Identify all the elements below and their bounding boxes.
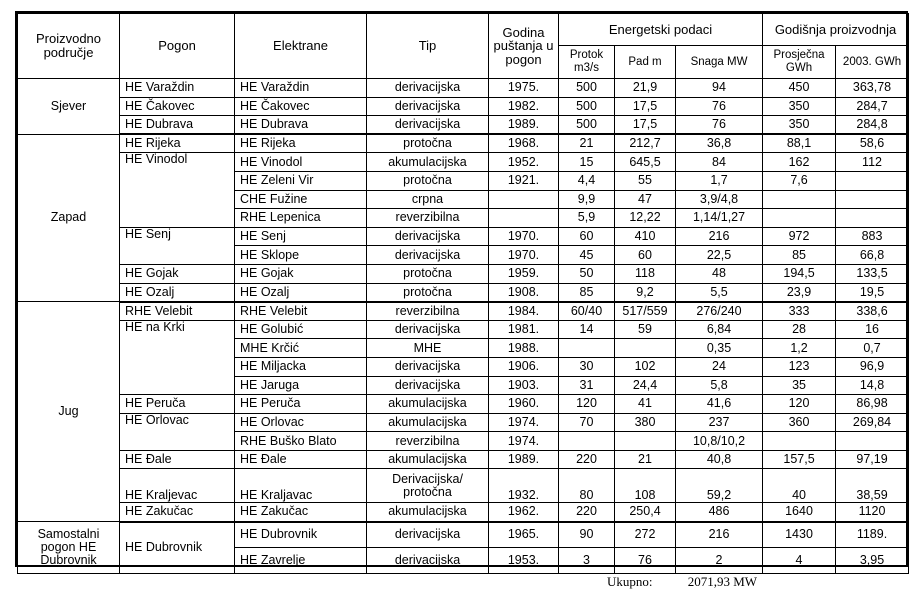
- year-cell: 1970.: [489, 246, 559, 265]
- type-cell: protočna: [367, 283, 489, 302]
- power-cell: 22,5: [676, 246, 763, 265]
- plant-cell: HE Peruča: [120, 395, 235, 414]
- avg-cell: [763, 190, 836, 209]
- header-type: Tip: [367, 14, 489, 79]
- year-cell: [489, 190, 559, 209]
- year-cell: 1970.: [489, 227, 559, 246]
- type-cell: reverzibilna: [367, 302, 489, 321]
- station-cell: HE Orlovac: [235, 413, 367, 432]
- avg-cell: 120: [763, 395, 836, 414]
- head-cell: 410: [615, 227, 676, 246]
- type-cell: derivacijska: [367, 376, 489, 395]
- flow-cell: 9,9: [559, 190, 615, 209]
- flow-cell: [559, 339, 615, 358]
- avg-cell: 123: [763, 357, 836, 376]
- head-cell: 118: [615, 264, 676, 283]
- area-cell: Zapad: [18, 134, 120, 301]
- head-cell: 12,22: [615, 209, 676, 228]
- station-cell: RHE Buško Blato: [235, 432, 367, 451]
- header-2003: 2003. GWh: [836, 46, 909, 79]
- plant-cell: HE na Krki: [120, 320, 235, 394]
- hydro-plants-table-frame: [15, 11, 908, 567]
- header-annual: Godišnja proizvodnja: [763, 14, 909, 46]
- plant-cell: RHE Velebit: [120, 302, 235, 321]
- y2003-cell: 363,78: [836, 79, 909, 98]
- power-cell: 94: [676, 79, 763, 98]
- plant-cell: HE Varaždin: [120, 79, 235, 98]
- type-cell: akumulacijska: [367, 153, 489, 172]
- type-cell: akumulacijska: [367, 503, 489, 522]
- power-cell: 59,2: [676, 469, 763, 503]
- table-row: [18, 283, 909, 302]
- year-cell: 1959.: [489, 264, 559, 283]
- head-cell: [615, 339, 676, 358]
- station-cell: HE Sklope: [235, 246, 367, 265]
- power-cell: 5,5: [676, 283, 763, 302]
- flow-cell: 50: [559, 264, 615, 283]
- year-cell: 1989.: [489, 450, 559, 469]
- y2003-cell: [836, 171, 909, 190]
- head-cell: 102: [615, 357, 676, 376]
- flow-cell: 90: [559, 522, 615, 548]
- avg-cell: 450: [763, 79, 836, 98]
- type-cell: derivacijska: [367, 246, 489, 265]
- year-cell: 1962.: [489, 503, 559, 522]
- year-cell: 1984.: [489, 302, 559, 321]
- station-cell: HE Zakučac: [235, 503, 367, 522]
- head-cell: 250,4: [615, 503, 676, 522]
- power-cell: 1,14/1,27: [676, 209, 763, 228]
- power-cell: 2: [676, 548, 763, 574]
- power-cell: 10,8/10,2: [676, 432, 763, 451]
- hydro-plants-table: [17, 13, 909, 574]
- head-cell: 55: [615, 171, 676, 190]
- y2003-cell: 883: [836, 227, 909, 246]
- station-cell: RHE Lepenica: [235, 209, 367, 228]
- header-plant: Pogon: [120, 14, 235, 79]
- y2003-cell: 16: [836, 320, 909, 339]
- plant-cell: HE Rijeka: [120, 134, 235, 153]
- area-cell: Jug: [18, 302, 120, 522]
- head-cell: 41: [615, 395, 676, 414]
- total-label: Ukupno:: [607, 574, 653, 589]
- y2003-cell: 96,9: [836, 357, 909, 376]
- avg-cell: 23,9: [763, 283, 836, 302]
- flow-cell: 220: [559, 450, 615, 469]
- station-cell: HE Rijeka: [235, 134, 367, 153]
- plant-cell: HE Senj: [120, 227, 235, 264]
- header-power: Snaga MW: [676, 46, 763, 79]
- station-cell: HE Čakovec: [235, 97, 367, 116]
- avg-cell: 85: [763, 246, 836, 265]
- table-row: [18, 134, 909, 153]
- avg-cell: 350: [763, 97, 836, 116]
- flow-cell: 70: [559, 413, 615, 432]
- year-cell: 1908.: [489, 283, 559, 302]
- type-cell: derivacijska: [367, 79, 489, 98]
- type-cell: protočna: [367, 171, 489, 190]
- power-cell: 76: [676, 97, 763, 116]
- header-energy: Energetski podaci: [559, 14, 763, 46]
- type-cell: reverzibilna: [367, 432, 489, 451]
- station-cell: MHE Krčić: [235, 339, 367, 358]
- head-cell: 76: [615, 548, 676, 574]
- head-cell: 108: [615, 469, 676, 503]
- type-cell: derivacijska: [367, 227, 489, 246]
- area-cell: Samostalni pogon HE Dubrovnik: [18, 522, 120, 574]
- head-cell: 17,5: [615, 116, 676, 135]
- area-cell: Sjever: [18, 79, 120, 135]
- y2003-cell: 1120: [836, 503, 909, 522]
- power-cell: 84: [676, 153, 763, 172]
- flow-cell: [559, 432, 615, 451]
- avg-cell: 194,5: [763, 264, 836, 283]
- total-value: 2071,93 MW: [687, 574, 758, 589]
- table-row: [18, 522, 909, 548]
- power-cell: 1,7: [676, 171, 763, 190]
- power-cell: 5,8: [676, 376, 763, 395]
- year-cell: 1953.: [489, 548, 559, 574]
- plant-cell: HE Dubrovnik: [120, 522, 235, 574]
- power-cell: 0,35: [676, 339, 763, 358]
- flow-cell: 21: [559, 134, 615, 153]
- header-head: Pad m: [615, 46, 676, 79]
- flow-cell: 120: [559, 395, 615, 414]
- type-cell: derivacijska: [367, 548, 489, 574]
- flow-cell: 500: [559, 79, 615, 98]
- head-cell: 212,7: [615, 134, 676, 153]
- type-cell: akumulacijska: [367, 395, 489, 414]
- y2003-cell: 269,84: [836, 413, 909, 432]
- type-cell: reverzibilna: [367, 209, 489, 228]
- year-cell: 1932.: [489, 469, 559, 503]
- table-row: [18, 97, 909, 116]
- head-cell: 272: [615, 522, 676, 548]
- y2003-cell: [836, 432, 909, 451]
- avg-cell: [763, 432, 836, 451]
- station-cell: HE Kraljavac: [235, 469, 367, 503]
- year-cell: 1921.: [489, 171, 559, 190]
- power-cell: 216: [676, 227, 763, 246]
- year-cell: 1982.: [489, 97, 559, 116]
- station-cell: HE Ozalj: [235, 283, 367, 302]
- y2003-cell: 14,8: [836, 376, 909, 395]
- avg-cell: 1430: [763, 522, 836, 548]
- flow-cell: 31: [559, 376, 615, 395]
- y2003-cell: 97,19: [836, 450, 909, 469]
- head-cell: 17,5: [615, 97, 676, 116]
- power-cell: 486: [676, 503, 763, 522]
- station-cell: HE Dubrava: [235, 116, 367, 135]
- table-row: [18, 413, 909, 432]
- station-cell: HE Zavrelje: [235, 548, 367, 574]
- station-cell: HE Gojak: [235, 264, 367, 283]
- year-cell: 1989.: [489, 116, 559, 135]
- flow-cell: 4,4: [559, 171, 615, 190]
- station-cell: HE Varaždin: [235, 79, 367, 98]
- avg-cell: 88,1: [763, 134, 836, 153]
- plant-cell: HE Čakovec: [120, 97, 235, 116]
- plant-cell: HE Zakučac: [120, 503, 235, 522]
- flow-cell: 3: [559, 548, 615, 574]
- head-cell: 47: [615, 190, 676, 209]
- plant-cell: HE Orlovac: [120, 413, 235, 450]
- year-cell: [489, 209, 559, 228]
- flow-cell: 15: [559, 153, 615, 172]
- avg-cell: 1640: [763, 503, 836, 522]
- table-row: [18, 302, 909, 321]
- power-cell: 3,9/4,8: [676, 190, 763, 209]
- power-cell: 36,8: [676, 134, 763, 153]
- flow-cell: 5,9: [559, 209, 615, 228]
- avg-cell: 4: [763, 548, 836, 574]
- power-cell: 41,6: [676, 395, 763, 414]
- station-cell: HE Đale: [235, 450, 367, 469]
- power-cell: 237: [676, 413, 763, 432]
- station-cell: CHE Fužine: [235, 190, 367, 209]
- avg-cell: 28: [763, 320, 836, 339]
- plant-cell: HE Ozalj: [120, 283, 235, 302]
- station-cell: HE Dubrovnik: [235, 522, 367, 548]
- table-row: [18, 227, 909, 246]
- flow-cell: 45: [559, 246, 615, 265]
- header-station: Elektrane: [235, 14, 367, 79]
- type-cell: protočna: [367, 134, 489, 153]
- header-year: Godina puštanja u pogon: [489, 14, 559, 79]
- table-row: [18, 153, 909, 172]
- station-cell: HE Senj: [235, 227, 367, 246]
- type-cell: derivacijska: [367, 320, 489, 339]
- total-capacity: [607, 574, 757, 590]
- avg-cell: 35: [763, 376, 836, 395]
- y2003-cell: 284,7: [836, 97, 909, 116]
- plant-cell: HE Đale: [120, 450, 235, 469]
- table-row: [18, 320, 909, 339]
- type-cell: derivacijska: [367, 116, 489, 135]
- y2003-cell: [836, 209, 909, 228]
- station-cell: HE Vinodol: [235, 153, 367, 172]
- table-row: [18, 264, 909, 283]
- head-cell: 60: [615, 246, 676, 265]
- station-cell: HE Miljacka: [235, 357, 367, 376]
- flow-cell: 500: [559, 97, 615, 116]
- year-cell: 1965.: [489, 522, 559, 548]
- avg-cell: 157,5: [763, 450, 836, 469]
- head-cell: 645,5: [615, 153, 676, 172]
- year-cell: 1968.: [489, 134, 559, 153]
- year-cell: 1988.: [489, 339, 559, 358]
- type-cell: Derivacijska/ protočna: [367, 469, 489, 503]
- station-cell: HE Golubić: [235, 320, 367, 339]
- year-cell: 1974.: [489, 413, 559, 432]
- head-cell: 21,9: [615, 79, 676, 98]
- power-cell: 216: [676, 522, 763, 548]
- y2003-cell: 338,6: [836, 302, 909, 321]
- year-cell: 1960.: [489, 395, 559, 414]
- station-cell: RHE Velebit: [235, 302, 367, 321]
- type-cell: akumulacijska: [367, 450, 489, 469]
- head-cell: 59: [615, 320, 676, 339]
- header-flow: Protok m3/s: [559, 46, 615, 79]
- flow-cell: 500: [559, 116, 615, 135]
- head-cell: 21: [615, 450, 676, 469]
- year-cell: 1974.: [489, 432, 559, 451]
- type-cell: protočna: [367, 264, 489, 283]
- flow-cell: 30: [559, 357, 615, 376]
- avg-cell: 1,2: [763, 339, 836, 358]
- table-row: [18, 450, 909, 469]
- flow-cell: 80: [559, 469, 615, 503]
- power-cell: 40,8: [676, 450, 763, 469]
- flow-cell: 60/40: [559, 302, 615, 321]
- avg-cell: 360: [763, 413, 836, 432]
- station-cell: HE Peruča: [235, 395, 367, 414]
- y2003-cell: 284,8: [836, 116, 909, 135]
- table-row: [18, 503, 909, 522]
- year-cell: 1906.: [489, 357, 559, 376]
- y2003-cell: [836, 190, 909, 209]
- year-cell: 1975.: [489, 79, 559, 98]
- year-cell: 1981.: [489, 320, 559, 339]
- power-cell: 6,84: [676, 320, 763, 339]
- head-cell: 24,4: [615, 376, 676, 395]
- y2003-cell: 38,59: [836, 469, 909, 503]
- y2003-cell: 1189.: [836, 522, 909, 548]
- power-cell: 276/240: [676, 302, 763, 321]
- header-area: Proizvodno područje: [18, 14, 120, 79]
- station-cell: HE Zeleni Vir: [235, 171, 367, 190]
- plant-cell: HE Vinodol: [120, 153, 235, 227]
- type-cell: derivacijska: [367, 522, 489, 548]
- table-row: [18, 395, 909, 414]
- head-cell: [615, 432, 676, 451]
- table-row: [18, 79, 909, 98]
- y2003-cell: 66,8: [836, 246, 909, 265]
- y2003-cell: 0,7: [836, 339, 909, 358]
- plant-cell: HE Dubrava: [120, 116, 235, 135]
- y2003-cell: 19,5: [836, 283, 909, 302]
- head-cell: 517/559: [615, 302, 676, 321]
- year-cell: 1952.: [489, 153, 559, 172]
- avg-cell: [763, 209, 836, 228]
- y2003-cell: 3,95: [836, 548, 909, 574]
- type-cell: derivacijska: [367, 97, 489, 116]
- type-cell: akumulacijska: [367, 413, 489, 432]
- flow-cell: 60: [559, 227, 615, 246]
- head-cell: 9,2: [615, 283, 676, 302]
- y2003-cell: 86,98: [836, 395, 909, 414]
- plant-cell: HE Gojak: [120, 264, 235, 283]
- type-cell: MHE: [367, 339, 489, 358]
- table-row: [18, 116, 909, 135]
- avg-cell: 350: [763, 116, 836, 135]
- station-cell: HE Jaruga: [235, 376, 367, 395]
- avg-cell: 40: [763, 469, 836, 503]
- type-cell: derivacijska: [367, 357, 489, 376]
- avg-cell: 333: [763, 302, 836, 321]
- y2003-cell: 58,6: [836, 134, 909, 153]
- avg-cell: 7,6: [763, 171, 836, 190]
- table-row: [18, 469, 909, 503]
- power-cell: 76: [676, 116, 763, 135]
- head-cell: 380: [615, 413, 676, 432]
- flow-cell: 85: [559, 283, 615, 302]
- header-avg: Prosječna GWh: [763, 46, 836, 79]
- y2003-cell: 133,5: [836, 264, 909, 283]
- power-cell: 24: [676, 357, 763, 376]
- power-cell: 48: [676, 264, 763, 283]
- type-cell: crpna: [367, 190, 489, 209]
- year-cell: 1903.: [489, 376, 559, 395]
- y2003-cell: 112: [836, 153, 909, 172]
- flow-cell: 220: [559, 503, 615, 522]
- avg-cell: 972: [763, 227, 836, 246]
- flow-cell: 14: [559, 320, 615, 339]
- avg-cell: 162: [763, 153, 836, 172]
- plant-cell: HE Kraljevac: [120, 469, 235, 503]
